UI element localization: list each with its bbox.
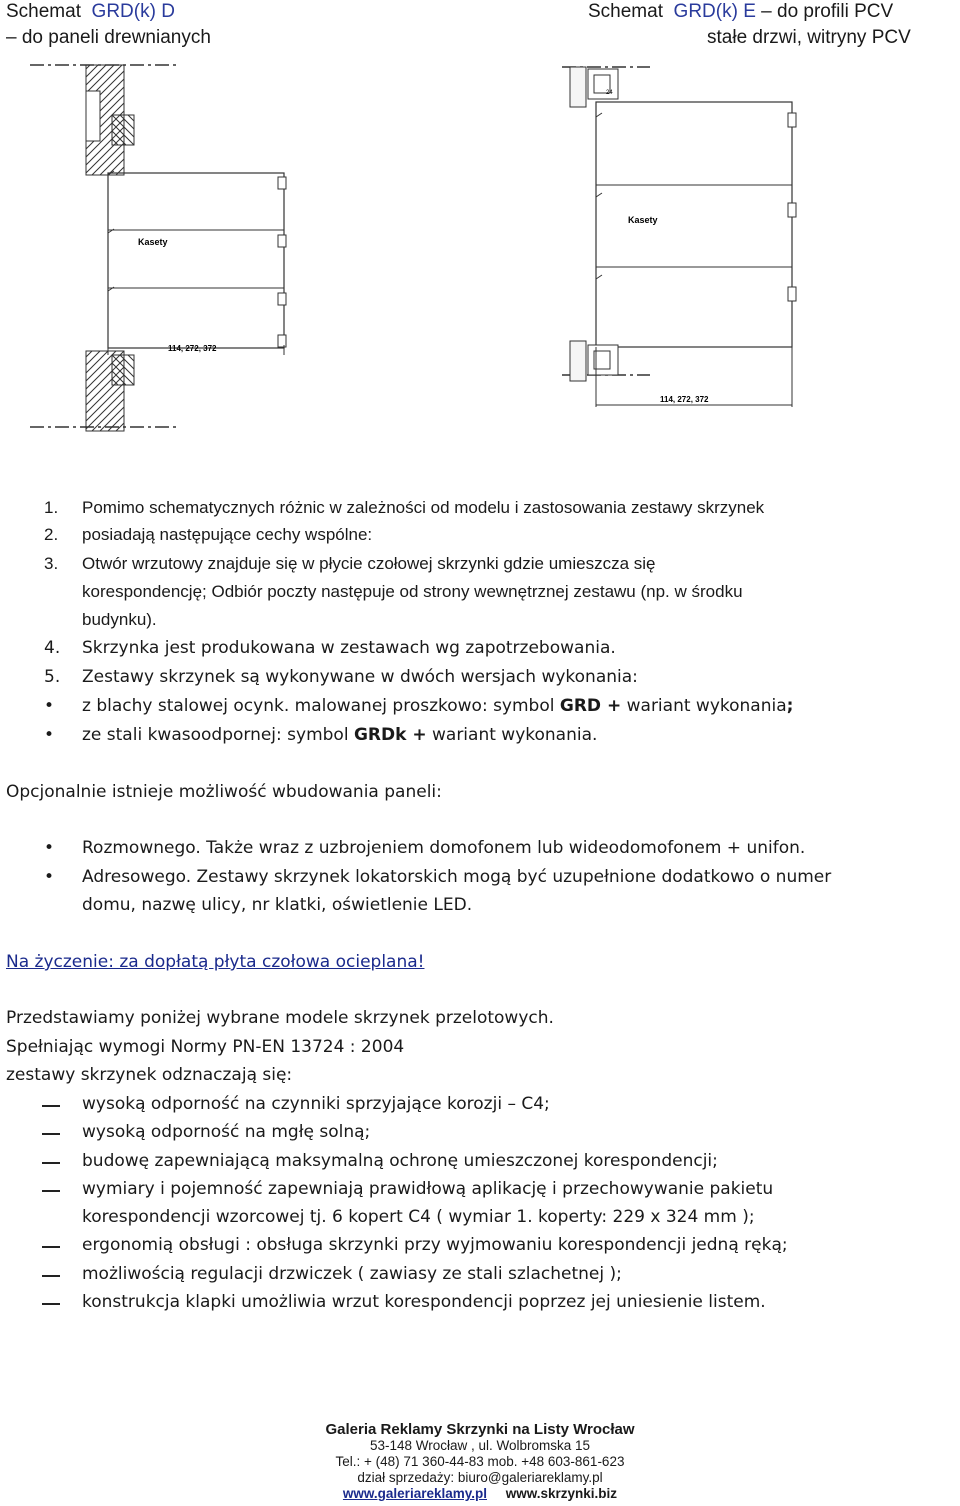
- list-item: 5. Zestawy skrzynek są wykonywane w dwóch wersjach wykonania:: [44, 667, 638, 687]
- numbered-list: [44, 497, 954, 637]
- left-schema-subtitle: – do paneli drewnianych: [6, 27, 211, 48]
- right-dim-label: 114, 272, 372: [660, 395, 709, 404]
- footer-email: dział sprzedaży: biuro@galeriareklamy.pl: [357, 1470, 603, 1485]
- list-item: 3. Otwór wrzutowy znajduje się w płycie czołowej skrzynki gdzie umieszcza się: [44, 554, 656, 573]
- left-box-label: Kasety: [138, 237, 168, 247]
- footer-company: Galeria Reklamy Skrzynki na Listy Wrocław: [325, 1421, 635, 1438]
- list-item: wysoką odporność na czynniki sprzyjające korozji – C4;: [0, 1094, 960, 1122]
- list-item: domu, nazwę ulicy, nr klatki, oświetlenie LED.: [82, 895, 473, 915]
- list-item: możliwością regulacji drzwiczek ( zawiasy ze stali szlachetnej );: [0, 1264, 960, 1292]
- right-schema-diagram: [540, 55, 840, 420]
- list-item: • Adresowego. Zestawy skrzynek lokatorskich mogą być uzupełnione dodatkowo o numer: [44, 867, 832, 887]
- list-item: korespondencję; Odbiór poczty następuje od strony wewnętrznej zestawu (np. w środku: [82, 582, 743, 601]
- right-schema-prefix: Schemat: [588, 1, 663, 22]
- footer-phone: Tel.: + (48) 71 360-44-83 mob. +48 603-861-623: [335, 1454, 625, 1469]
- intro-line-1: Przedstawiamy poniżej wybrane modele skrzynek przelotowych.: [6, 1008, 554, 1028]
- list-item: korespondencji wzorcowej tj. 6 kopert C4 ( wymiar 1. koperty: 229 x 324 mm );: [82, 1207, 755, 1227]
- right-schema-subtitle: stałe drzwi, witryny PCV: [707, 27, 911, 48]
- right-schema-title: [588, 0, 893, 24]
- versions-list: [38, 696, 958, 754]
- list-item: • Rozmownego. Także wraz z uzbrojeniem domofonem lub wideodomofonem + unifon.: [44, 838, 806, 858]
- right-schema-suffix: – do profili PCV: [761, 1, 894, 22]
- left-schema-prefix: Schemat: [6, 1, 81, 22]
- left-dim-label: 114, 272, 372: [168, 344, 217, 353]
- footer-link-galeriareklamy[interactable]: www.galeriareklamy.pl: [342, 1486, 487, 1501]
- list-item: 1. Pomimo schematycznych różnic w zależności od modelu i zastosowania zestawy skrzynek: [44, 498, 765, 517]
- list-item: 4. Skrzynka jest produkowana w zestawach wg zapotrzebowania.: [44, 638, 616, 658]
- list-item: wysoką odporność na mgłę solną;: [0, 1122, 960, 1151]
- footer-links: [280, 1486, 680, 1502]
- right-box-label: Kasety: [628, 215, 658, 225]
- intro-line-3: zestawy skrzynek odznaczają się:: [6, 1065, 293, 1085]
- optional-list: [38, 838, 958, 923]
- heated-panel-link[interactable]: Na życzenie: za dopłatą płyta czołowa ocieplana!: [6, 952, 425, 972]
- list-item: konstrukcja klapki umożliwia wrzut korespondencji poprzez jej uniesienie listem.: [0, 1292, 960, 1320]
- optional-heading: Opcjonalnie istnieje możliwość wbudowania paneli:: [6, 782, 442, 802]
- footer-address: 53-148 Wrocław , ul. Wolbromska 15: [369, 1438, 591, 1453]
- list-item: wymiary i pojemność zapewniają prawidłową aplikację i przechowywanie pakietu: [0, 1179, 960, 1207]
- list-item: 2. posiadają następujące cechy wspólne:: [44, 525, 373, 544]
- left-schema-title: [6, 0, 175, 24]
- list-item: • z blachy stalowej ocynk. malowanej proszkowo: symbol GRD + wariant wykonania;: [44, 696, 794, 716]
- list-item: budynku).: [82, 610, 157, 629]
- footer-link-skrzynki[interactable]: www.skrzynki.biz: [505, 1486, 618, 1501]
- right-schema-code: GRD(k) E: [673, 1, 756, 22]
- footer: [280, 1422, 680, 1502]
- features-list: [0, 1094, 960, 1320]
- list-item: budowę zapewniającą maksymalną ochronę umieszczonej korespondencji;: [0, 1151, 960, 1179]
- left-schema-diagram: [20, 55, 300, 440]
- list-item: ergonomią obsługi : obsługa skrzynki przy wyjmowaniu korespondencji jedną ręką;: [0, 1235, 960, 1264]
- numbered-list-verdana: [44, 638, 954, 696]
- list-item: • ze stali kwasoodpornej: symbol GRDk + wariant wykonania.: [44, 725, 598, 745]
- right-top-tag: 24: [606, 90, 613, 96]
- intro-line-2: Spełniając wymogi Normy PN-EN 13724 : 2004: [6, 1037, 405, 1057]
- left-schema-code: GRD(k) D: [91, 1, 175, 22]
